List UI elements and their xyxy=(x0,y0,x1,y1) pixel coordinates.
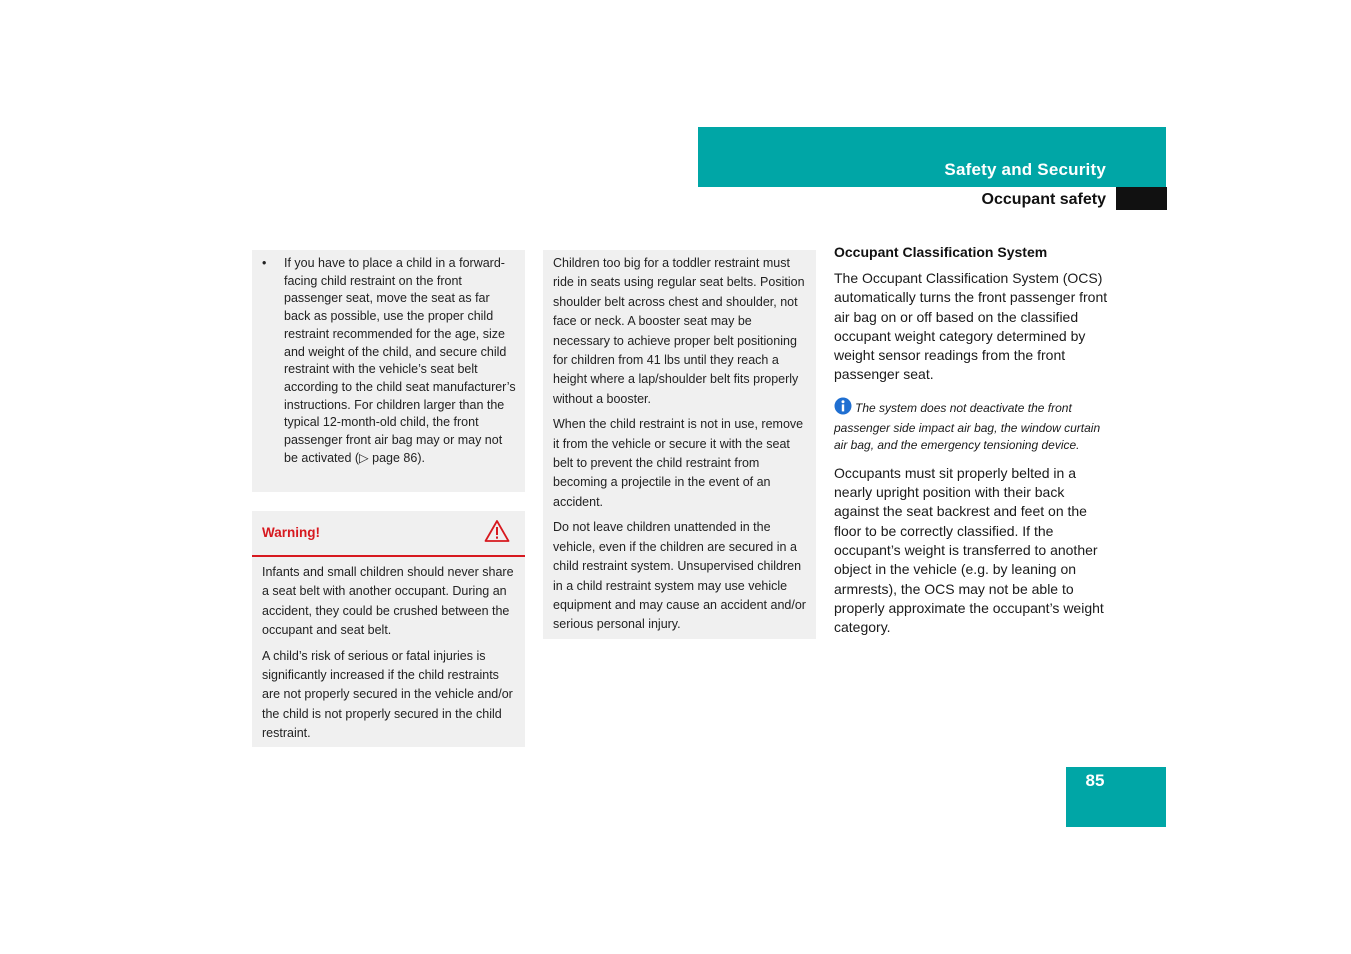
warning-paragraph: Infants and small children should never share a seat belt with another occupant. During an accident, they could be crushed between the occupant and seat belt. xyxy=(262,565,514,638)
info-icon xyxy=(834,397,852,420)
section-title: Safety and Security xyxy=(944,160,1106,179)
warning-paragraph: A child’s risk of serious or fatal injuries is significantly increased if the child restraints are not properly secured in the vehicle and/or the child is not properly secured in the child restraint. xyxy=(262,648,513,741)
warning-title: Warning! xyxy=(262,525,320,540)
bullet: • xyxy=(262,256,267,270)
ocs-body: Occupants must sit properly belted in a nearly upright position with their back against the seat backrest and feet on the floor to be correctly classified. If the occupant’s weight is transferred to another object in the vehicle (e.g. by leaning on armrests), the OCS may not be able to properly approximate the occupant’s weight category. xyxy=(834,464,1104,636)
children-box-body xyxy=(543,250,816,635)
warning-header xyxy=(252,511,525,557)
paragraph: When the child restraint is not in use, remove it from the vehicle or secure it with the seat belt to prevent the child restraint from becoming a projectile in the event of an accident. xyxy=(553,417,804,509)
page-number: 85 xyxy=(1085,771,1105,790)
bullet-box xyxy=(252,250,525,492)
list-item xyxy=(262,255,516,467)
warning-triangle-icon xyxy=(484,519,510,549)
children-box xyxy=(543,250,816,639)
paragraph: Do not leave children unattended in the vehicle, even if the children are secured in a child restraint system. Unsupervised children in a child restraint system may use vehicle equipment and may cause an accident and/or serious personal injury. xyxy=(553,520,806,632)
subsection-title: Occupant safety xyxy=(981,191,1106,208)
ocs-heading: Occupant Classification System xyxy=(834,244,1048,260)
warning-box xyxy=(252,511,525,747)
warning-body xyxy=(252,557,525,744)
ocs-intro: The Occupant Classification System (OCS) automatically turns the front passenger front air bag on or off based on the classified occupant weight category determined by weight sensor readings from the front passenger seat. xyxy=(834,270,1108,383)
ocs-note xyxy=(834,397,1112,454)
subsection-marker xyxy=(1116,187,1167,210)
paragraph: Children too big for a toddler restraint must ride in seats using regular seat belts. Position shoulder belt across chest and shoulder, not face or neck. A booster seat may be necessary to achieve proper belt positioning for children from 41 lbs until they reach a height where a lap/shoulder belt fits properly without a booster. xyxy=(553,256,805,406)
bullet-text: If you have to place a child in a forward-facing child restraint on the front passenger seat, move the seat as far back as possible, use the proper child restraint recommended for the age, size and weight of the child, and secure child restraint with the vehicle’s seat belt according to the child seat manufacturer’s instructions. For children larger than the typical 12-month-old child, the front passenger front air bag may or may not be activated (▷ page 86). xyxy=(284,256,516,465)
ocs-note-text: The system does not deactivate the front passenger side impact air bag, the window curtain air bag, and the emergency tensioning device. xyxy=(834,400,1101,452)
ocs-section xyxy=(834,244,1112,645)
